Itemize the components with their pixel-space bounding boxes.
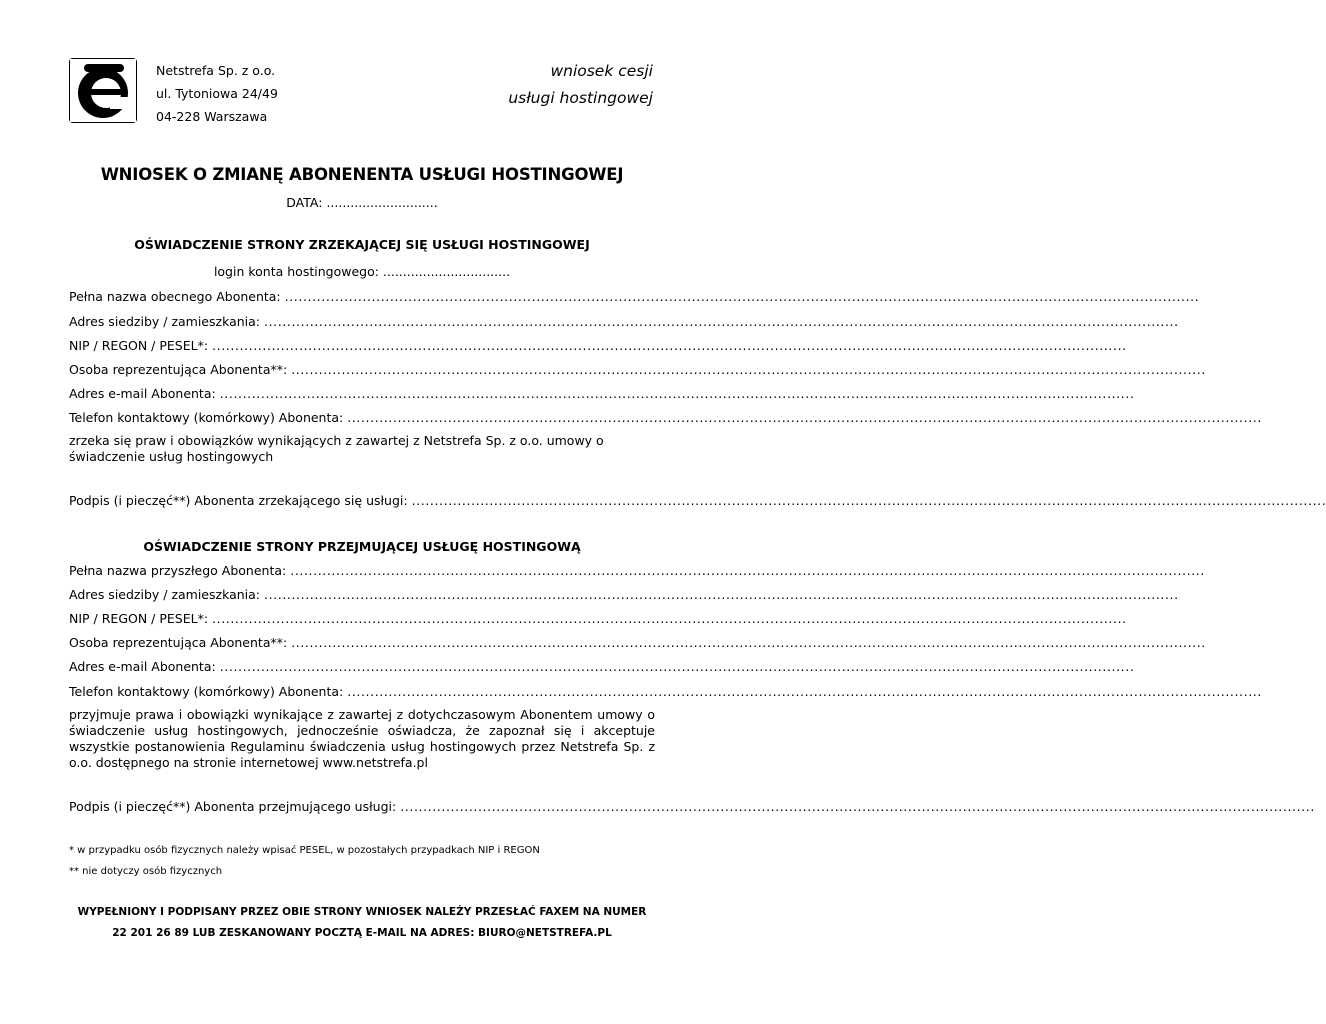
dotted-line: ........................................................................................................................................................................................................ — [290, 563, 1205, 578]
netstrefa-logo-icon — [69, 58, 137, 123]
field-label: Telefon kontaktowy (komórkowy) Abonenta: — [69, 410, 344, 425]
submission-instructions-line-1: WYPEŁNIONY I PODPISANY PRZEZ OBIE STRONY WNIOSEK NALEŻY PRZESŁAĆ FAXEM NA NUMER — [77, 906, 647, 918]
current-subscriber-phone-field[interactable] — [69, 410, 1262, 425]
current-subscriber-representative-field[interactable] — [69, 362, 1206, 377]
dotted-line: ........................................................................................................................................................................................................ — [212, 611, 1127, 626]
submission-instructions — [0, 902, 724, 944]
field-label: Osoba reprezentująca Abonenta**: — [69, 635, 288, 650]
current-subscriber-email-field[interactable] — [69, 386, 1135, 401]
field-label: Telefon kontaktowy (komórkowy) Abonenta: — [69, 684, 344, 699]
new-subscriber-email-field[interactable] — [69, 659, 1135, 674]
dotted-line: ........................................................................................................................................................................................................ — [212, 338, 1127, 353]
company-address — [156, 59, 278, 128]
field-label: Podpis (i pieczęć**) Abonenta zrzekającego się usługi: — [69, 493, 408, 508]
section1-statement: zrzeka się praw i obowiązków wynikających z zawartej z Netstrefa Sp. z o.o. umowy o świadczenie usług hostingowych — [69, 433, 604, 464]
dotted-line: ........................................................................................................................................................................................................ — [291, 362, 1206, 377]
field-label: Adres siedziby / zamieszkania: — [69, 587, 261, 602]
section1-title: OŚWIADCZENIE STRONY ZRZEKAJĄCEJ SIĘ USŁUGI HOSTINGOWEJ — [134, 237, 590, 252]
dotted-line: ........................................................................................................................................................................................................ — [264, 587, 1179, 602]
section2-title: OŚWIADCZENIE STRONY PRZEJMUJĄCEJ USŁUGĘ HOSTINGOWĄ — [143, 539, 581, 554]
company-city: 04-228 Warszawa — [156, 109, 268, 124]
document-type — [508, 58, 653, 112]
dotted-line: ........................................................................................................................................................................................................ — [284, 289, 1200, 304]
field-label: Podpis (i pieczęć**) Abonenta przejmującego usługi: — [69, 799, 397, 814]
new-subscriber-address-field[interactable] — [69, 587, 1179, 602]
dotted-line: ........................................................................................................................................................................................................ — [411, 493, 1326, 508]
date-field[interactable]: DATA: ............................ — [286, 195, 438, 210]
field-label: NIP / REGON / PESEL*: — [69, 611, 209, 626]
field-label: Osoba reprezentująca Abonenta**: — [69, 362, 288, 377]
field-label: Adres e-mail Abonenta: — [69, 659, 216, 674]
dotted-line: ........................................................................................................................................................................................................ — [264, 314, 1179, 329]
current-subscriber-signature-field[interactable] — [69, 493, 1326, 508]
field-label: Pełna nazwa obecnego Abonenta: — [69, 289, 281, 304]
field-label: Adres siedziby / zamieszkania: — [69, 314, 261, 329]
current-subscriber-name-field[interactable] — [69, 289, 1200, 304]
section2-statement: przyjmuje prawa i obowiązki wynikające z zawartej z dotychczasowym Abonentem umowy o świadczenie usług hostingowych, jednocześnie oświadcza, że zapoznał się i akceptuje wszystkie postanowienia Regulaminu świadczenia usług hostingowych przez Netstrefa Sp. z o.o. dostępnego na stronie internetowej www.netstrefa.pl — [69, 707, 655, 770]
new-subscriber-representative-field[interactable] — [69, 635, 1206, 650]
company-name: Netstrefa Sp. z o.o. — [156, 63, 276, 78]
footnote-natural-persons: ** nie dotyczy osób fizycznych — [69, 866, 223, 877]
document-type-line-1: wniosek cesji — [550, 62, 653, 80]
company-street: ul. Tytoniowa 24/49 — [156, 86, 278, 101]
field-label: Adres e-mail Abonenta: — [69, 386, 216, 401]
form-title: WNIOSEK O ZMIANĘ ABONENENTA USŁUGI HOSTINGOWEJ — [100, 165, 624, 184]
footnote-pesel: * w przypadku osób fizycznych należy wpisać PESEL, w pozostałych przypadkach NIP i REGON — [69, 845, 540, 856]
new-subscriber-signature-field[interactable] — [69, 799, 1315, 814]
dotted-line: ........................................................................................................................................................................................................ — [400, 799, 1315, 814]
login-field[interactable]: login konta hostingowego: ................................ — [213, 264, 511, 279]
dotted-line: ........................................................................................................................................................................................................ — [291, 635, 1206, 650]
field-label: Pełna nazwa przyszłego Abonenta: — [69, 563, 287, 578]
dotted-line: ........................................................................................................................................................................................................ — [347, 410, 1262, 425]
current-subscriber-nip-field[interactable] — [69, 338, 1127, 353]
new-subscriber-name-field[interactable] — [69, 563, 1205, 578]
dotted-line: ........................................................................................................................................................................................................ — [219, 659, 1135, 674]
new-subscriber-phone-field[interactable] — [69, 684, 1262, 699]
dotted-line: ........................................................................................................................................................................................................ — [219, 386, 1135, 401]
new-subscriber-nip-field[interactable] — [69, 611, 1127, 626]
dotted-line: ........................................................................................................................................................................................................ — [347, 684, 1262, 699]
field-label: NIP / REGON / PESEL*: — [69, 338, 209, 353]
document-type-line-2: usługi hostingowej — [508, 89, 653, 107]
current-subscriber-address-field[interactable] — [69, 314, 1179, 329]
submission-instructions-line-2: 22 201 26 89 LUB ZESKANOWANY POCZTĄ E-MAIL NA ADRES: BIURO@NETSTREFA.PL — [112, 927, 612, 939]
